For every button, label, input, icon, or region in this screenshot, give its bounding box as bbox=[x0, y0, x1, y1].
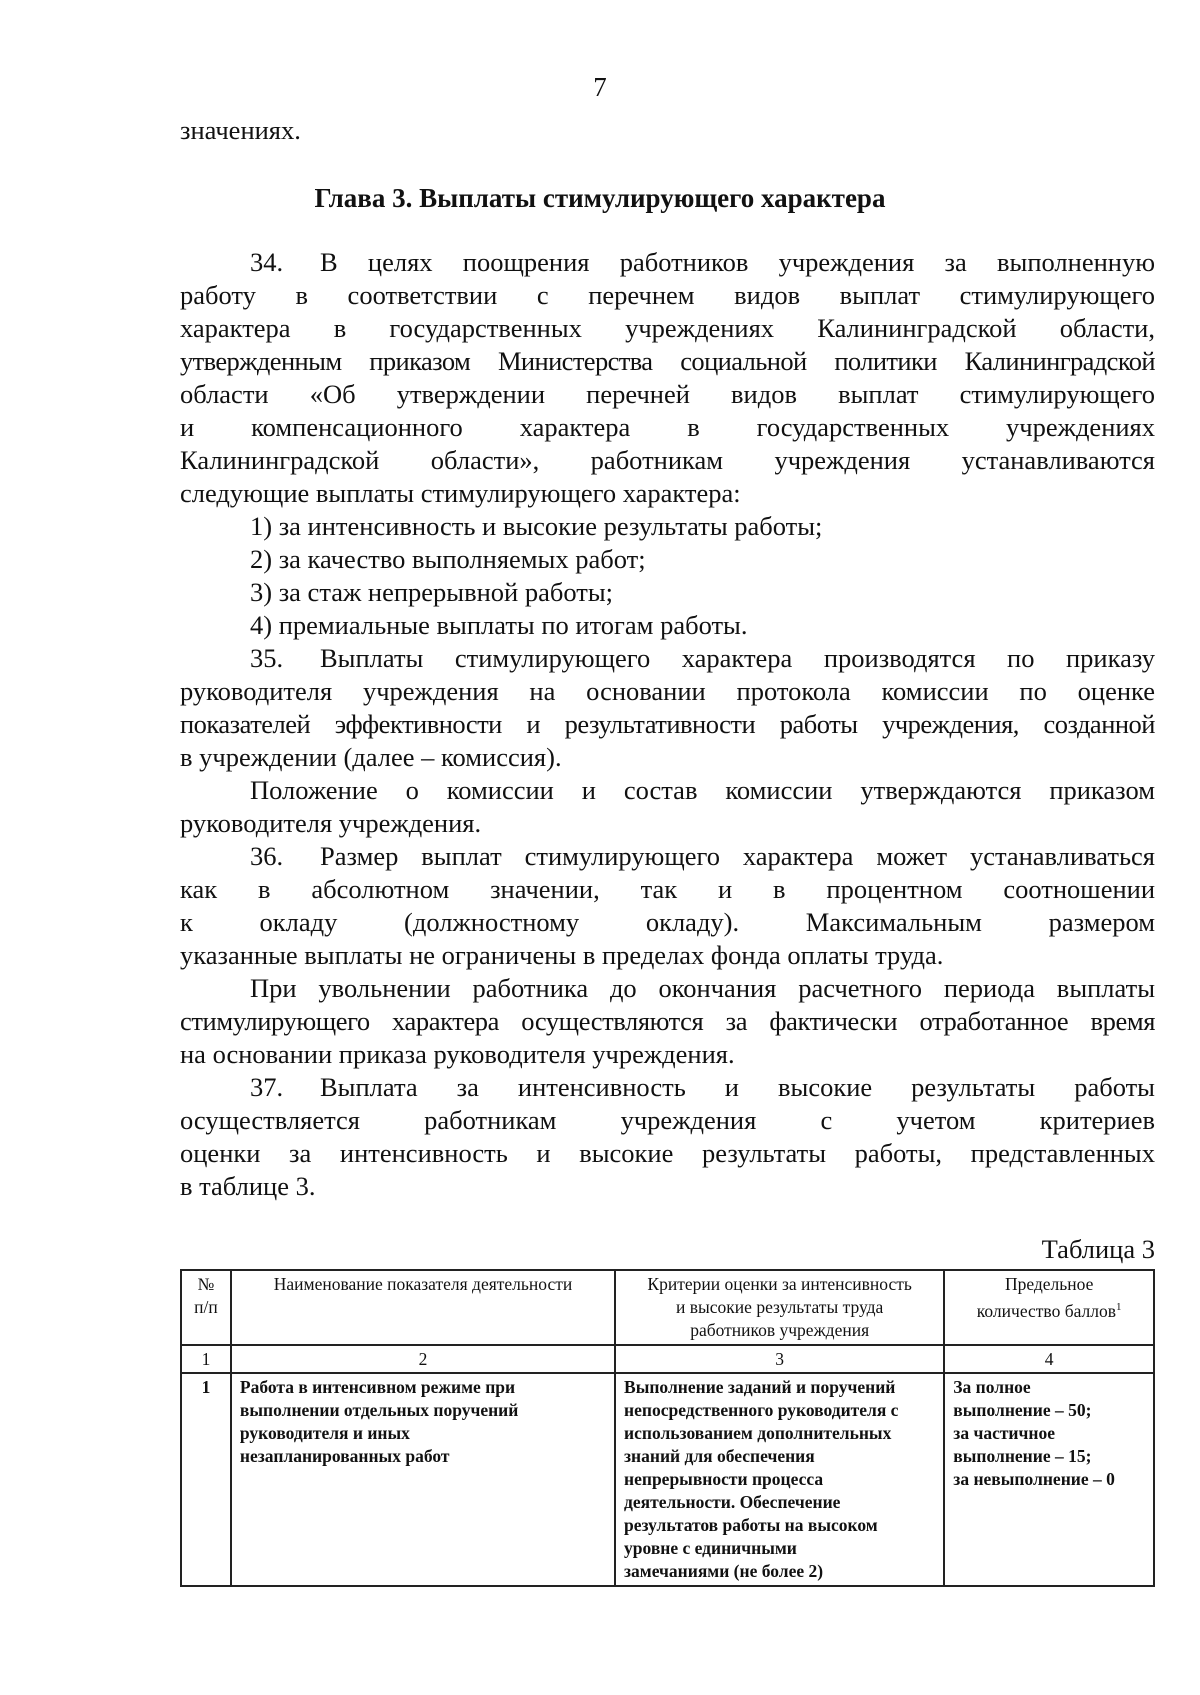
header-number-line: п/п bbox=[194, 1297, 218, 1317]
row-criteria-line: результатов работы на высоком bbox=[624, 1515, 878, 1535]
index-cell: 2 bbox=[231, 1345, 615, 1373]
paragraph-34-line: характера в государственных учреждениях Калининградской области, bbox=[180, 313, 1155, 343]
paragraph-34-line: 34. В целях поощрения работников учреждения за выполненную bbox=[250, 247, 1155, 277]
header-points-line: Предельное bbox=[1004, 1274, 1094, 1294]
paragraph-35-line: руководителя учреждения на основании протокола комиссии по оценке bbox=[180, 676, 1155, 706]
header-points bbox=[944, 1270, 1154, 1345]
row-number: 1 bbox=[181, 1373, 231, 1586]
row-name-line: Работа в интенсивном режиме при bbox=[239, 1377, 516, 1397]
header-number bbox=[181, 1270, 231, 1345]
paragraph-34-line: области «Об утверждении перечней видов выплат стимулирующего bbox=[180, 379, 1155, 409]
table-index-row bbox=[181, 1345, 1154, 1373]
paragraph-35-line: в учреждении (далее – комиссия). bbox=[180, 742, 562, 772]
paragraph-36-line: 36. Размер выплат стимулирующего характера может устанавливаться bbox=[250, 841, 1155, 871]
row-points-line: выполнение – 15; bbox=[953, 1446, 1092, 1466]
list-item: 2) за качество выполняемых работ; bbox=[250, 544, 646, 574]
paragraph-37-line: оценки за интенсивность и высокие результаты работы, представленных bbox=[180, 1138, 1155, 1168]
main-text bbox=[180, 246, 1155, 1203]
list-item: 4) премиальные выплаты по итогам работы. bbox=[250, 610, 748, 640]
row-points-line: выполнение – 50; bbox=[953, 1400, 1092, 1420]
paragraph-34-line: утвержденным приказом Министерства социальной политики Калининградской bbox=[180, 346, 1155, 376]
paragraph-number: 36. bbox=[250, 841, 284, 871]
row-criteria-line: уровне с единичными bbox=[624, 1538, 797, 1558]
paragraph-number: 34. bbox=[250, 247, 284, 277]
table-caption: Таблица 3 bbox=[1041, 1234, 1155, 1264]
table-row bbox=[181, 1373, 1154, 1586]
continuation-line: значениях. bbox=[180, 115, 301, 145]
header-name-text: Наименование показателя деятельности bbox=[273, 1274, 573, 1294]
header-points-line: количество баллов$^1$ bbox=[976, 1300, 1122, 1321]
header-criteria bbox=[615, 1270, 944, 1345]
row-criteria bbox=[615, 1373, 944, 1586]
row-name-line: руководителя и иных bbox=[239, 1423, 410, 1443]
paragraph-36b-line: на основании приказа руководителя учреждения. bbox=[180, 1039, 735, 1069]
header-number-line: № bbox=[197, 1274, 215, 1294]
paragraph-35b-line: Положение о комиссии и состав комиссии утверждаются приказом bbox=[250, 775, 1155, 805]
paragraph-35-line: 35. Выплаты стимулирующего характера производятся по приказу bbox=[250, 643, 1155, 673]
row-name-line: выполнении отдельных поручений bbox=[239, 1400, 519, 1420]
paragraph-number: 35. bbox=[250, 643, 284, 673]
page-number: 7 bbox=[593, 72, 607, 102]
continuation-text bbox=[180, 114, 1155, 147]
row-points-line: за частичное bbox=[953, 1423, 1055, 1443]
table-3 bbox=[180, 1269, 1155, 1587]
header-criteria-line: работников учреждения bbox=[690, 1320, 870, 1340]
paragraph-36-line: указанные выплаты не ограничены в пределах фонда оплаты труда. bbox=[180, 940, 944, 970]
paragraph-34-line: работу в соответствии с перечнем видов выплат стимулирующего bbox=[180, 280, 1155, 310]
row-criteria-line: деятельности. Обеспечение bbox=[624, 1492, 841, 1512]
index-cell: 4 bbox=[944, 1345, 1154, 1373]
row-points-line: За полное bbox=[953, 1377, 1031, 1397]
paragraph-36-line: к окладу (должностному окладу). Максимальным размером bbox=[180, 907, 1155, 937]
paragraph-34-line: и компенсационного характера в государственных учреждениях bbox=[180, 412, 1155, 442]
list-item: 1) за интенсивность и высокие результаты работы; bbox=[250, 511, 823, 541]
paragraph-36-line: как в абсолютном значении, так и в процентном соотношении bbox=[180, 874, 1155, 904]
index-cell: 3 bbox=[615, 1345, 944, 1373]
footnote-marker: 1 bbox=[1116, 1301, 1122, 1313]
paragraph-35b-line: руководителя учреждения. bbox=[180, 808, 482, 838]
paragraph-36b-line: стимулирующего характера осуществляются за фактически отработанное время bbox=[180, 1006, 1155, 1036]
chapter-heading: Глава 3. Выплаты стимулирующего характера bbox=[314, 183, 886, 213]
row-criteria-line: Выполнение заданий и поручений bbox=[624, 1377, 896, 1397]
row-name-line: незапланированных работ bbox=[239, 1446, 450, 1466]
row-criteria-line: использованием дополнительных bbox=[624, 1423, 892, 1443]
row-criteria-line: непосредственного руководителя с bbox=[624, 1400, 899, 1420]
row-name bbox=[231, 1373, 615, 1586]
row-points-line: за невыполнение – 0 bbox=[953, 1469, 1115, 1489]
header-criteria-line: и высокие результаты труда bbox=[676, 1297, 884, 1317]
header-criteria-line: Критерии оценки за интенсивность bbox=[647, 1274, 912, 1294]
header-name bbox=[231, 1270, 615, 1345]
paragraph-36b-line: При увольнении работника до окончания расчетного периода выплаты bbox=[250, 973, 1155, 1003]
paragraph-34-line: Калининградской области», работникам учреждения устанавливаются bbox=[180, 445, 1155, 475]
paragraph-37-line: в таблице 3. bbox=[180, 1171, 316, 1201]
list-item: 3) за стаж непрерывной работы; bbox=[250, 577, 614, 607]
row-criteria-line: знаний для обеспечения bbox=[624, 1446, 815, 1466]
row-criteria-line: замечаниями (не более 2) bbox=[624, 1561, 824, 1581]
table-header-row bbox=[181, 1270, 1154, 1345]
row-criteria-line: непрерывности процесса bbox=[624, 1469, 824, 1489]
paragraph-number: 37. bbox=[250, 1072, 284, 1102]
paragraph-37-line: осуществляется работникам учреждения с учетом критериев bbox=[180, 1105, 1155, 1135]
paragraph-35-line: показателей эффективности и результативности работы учреждения, созданной bbox=[180, 709, 1155, 739]
row-points bbox=[944, 1373, 1154, 1586]
index-cell: 1 bbox=[181, 1345, 231, 1373]
paragraph-34-line: следующие выплаты стимулирующего характера: bbox=[180, 478, 741, 508]
paragraph-37-line: 37. Выплата за интенсивность и высокие результаты работы bbox=[250, 1072, 1155, 1102]
